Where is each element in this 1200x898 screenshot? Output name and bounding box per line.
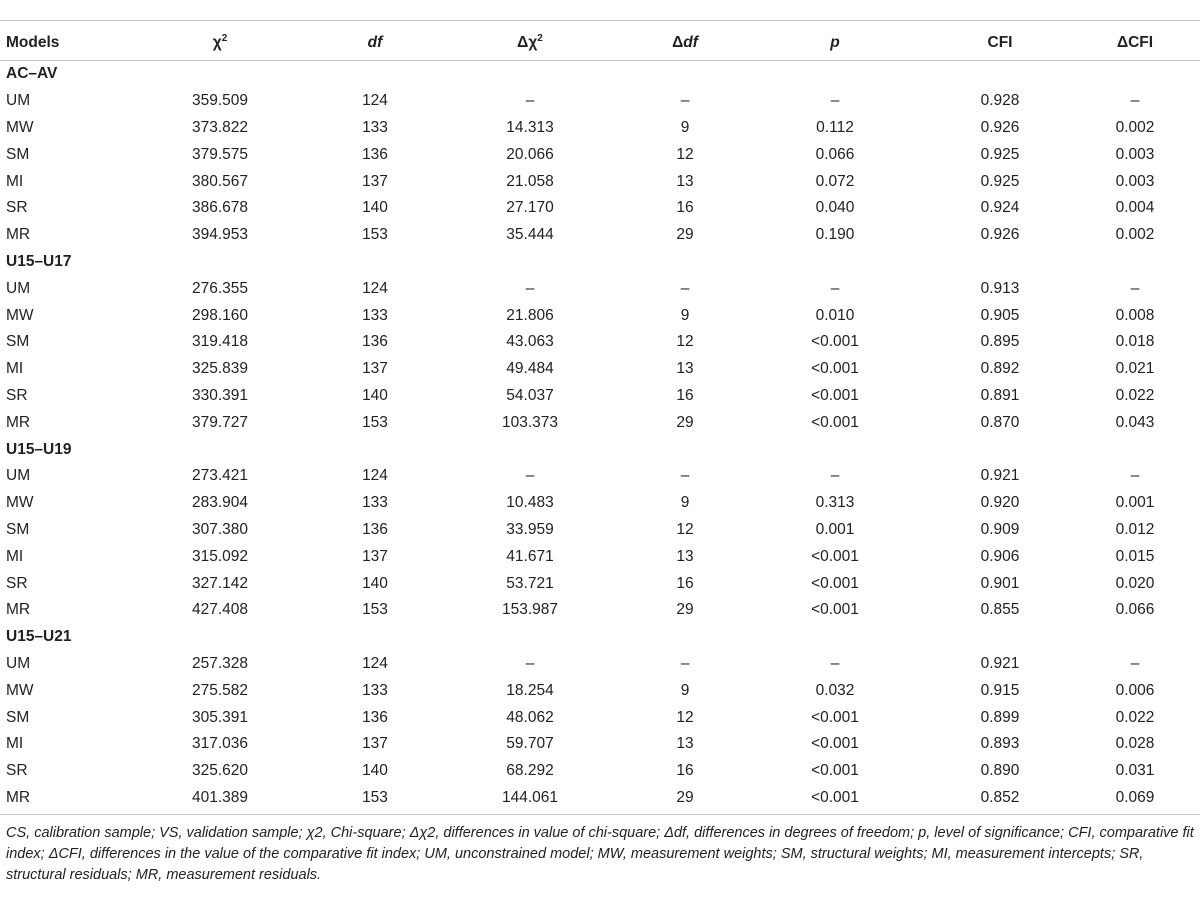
header-delta-df [630,26,740,61]
cell-cfi: 0.905 [980,306,1020,324]
group-row [0,249,1200,276]
cell-p: <0.001 [811,413,859,431]
cell-chi2: 330.391 [191,386,249,404]
cell-model: MR [6,601,31,619]
empty-cell [630,624,740,651]
table-top-rule [0,20,1200,21]
cell-model: UM [6,467,31,485]
cell-model: MI [6,172,24,190]
cell-chi2: 275.582 [191,681,249,699]
table-row [0,597,1200,624]
cell-df: 136 [362,708,388,726]
cell-df: 137 [362,547,388,565]
cell-cfi: 0.909 [980,520,1020,538]
table-bottom-rule [0,814,1200,815]
cell-ddf: – [680,654,690,672]
cell-ddf: 13 [676,172,694,190]
empty-cell [740,624,930,651]
table-row [0,115,1200,142]
empty-cell [1070,436,1200,463]
header-chi2-symbol: χ [212,34,222,51]
header-delta-cfi: ΔCFI [1116,34,1154,51]
cell-p: 0.313 [815,494,855,512]
cell-p: <0.001 [811,762,859,780]
cell-df: 124 [362,467,388,485]
empty-cell [630,249,740,276]
cell-cfi: 0.915 [980,681,1020,699]
cell-chi2: 394.953 [191,226,249,244]
cell-dchi2: 59.707 [506,735,554,753]
cell-model: MI [6,735,24,753]
cell-dchi2: 68.292 [506,762,554,780]
cell-ddf: – [680,467,690,485]
empty-cell [1070,624,1200,651]
cell-dcfi: 0.043 [1115,413,1155,431]
cell-ddf: 13 [676,360,694,378]
cell-p: <0.001 [811,547,859,565]
cell-cfi: 0.928 [980,92,1020,110]
cell-p: <0.001 [811,708,859,726]
cell-chi2: 298.160 [191,306,249,324]
cell-dchi2: 10.483 [506,494,554,512]
cell-dcfi: 0.066 [1115,601,1155,619]
cell-chi2: 305.391 [191,708,249,726]
cell-p: <0.001 [811,601,859,619]
cell-model: SR [6,199,28,217]
cell-df: 133 [362,681,388,699]
group-label: U15–U19 [6,440,72,458]
cell-df: 124 [362,279,388,297]
cell-dcfi: 0.003 [1115,172,1155,190]
cell-dchi2: 41.671 [506,547,554,565]
cell-dcfi: 0.015 [1115,547,1155,565]
cell-chi2: 315.092 [191,547,249,565]
cell-model: MR [6,226,31,244]
empty-cell [320,61,430,88]
header-p: p [830,34,840,51]
cell-p: 0.032 [815,681,855,699]
cell-cfi: 0.926 [980,226,1020,244]
cell-model: SR [6,386,28,404]
cell-chi2: 427.408 [191,601,249,619]
cell-ddf: 29 [676,601,694,619]
cell-dchi2: 18.254 [506,681,554,699]
cell-chi2: 317.036 [191,735,249,753]
cell-chi2: 307.380 [191,520,249,538]
cell-dcfi: 0.020 [1115,574,1155,592]
cell-dchi2: 14.313 [506,118,554,136]
cell-chi2: 386.678 [191,199,249,217]
group-label: U15–U21 [6,628,72,646]
cell-p: <0.001 [811,788,859,806]
table-row [0,356,1200,383]
table-row [0,543,1200,570]
cell-dcfi: 0.004 [1115,199,1155,217]
cell-chi2: 319.418 [191,333,249,351]
table-row [0,88,1200,115]
cell-model: MW [6,681,34,699]
cell-p: 0.001 [815,520,855,538]
cell-ddf: 29 [676,413,694,431]
cell-dchi2: – [525,467,535,485]
cell-chi2: 401.389 [191,788,249,806]
cell-df: 137 [362,360,388,378]
cell-model: SM [6,333,30,351]
cell-df: 153 [362,788,388,806]
cell-cfi: 0.920 [980,494,1020,512]
cell-dchi2: 43.063 [506,333,554,351]
cell-cfi: 0.924 [980,199,1020,217]
table-body [0,61,1200,812]
cell-model: UM [6,654,31,672]
cell-df: 140 [362,199,388,217]
cell-ddf: – [680,92,690,110]
cell-p: – [830,92,840,110]
cell-dchi2: 21.058 [506,172,554,190]
cell-cfi: 0.870 [980,413,1020,431]
table-row [0,222,1200,249]
cell-model: UM [6,92,31,110]
cell-ddf: 12 [676,145,694,163]
header-delta-chi2-superscript: 2 [537,32,543,44]
table-row [0,275,1200,302]
cell-dcfi: – [1130,467,1140,485]
cell-ddf: 13 [676,547,694,565]
cell-cfi: 0.895 [980,333,1020,351]
cell-dcfi: 0.001 [1115,494,1155,512]
cell-df: 140 [362,386,388,404]
cell-dchi2: – [525,654,535,672]
cell-dchi2: 103.373 [501,413,559,431]
cell-dchi2: 144.061 [501,788,559,806]
cell-df: 140 [362,762,388,780]
table-row [0,731,1200,758]
empty-cell [320,249,430,276]
empty-cell [930,624,1070,651]
cell-df: 124 [362,654,388,672]
table-header [0,26,1200,61]
cell-model: SM [6,708,30,726]
cell-cfi: 0.893 [980,735,1020,753]
cell-dcfi: – [1130,654,1140,672]
cell-ddf: 16 [676,762,694,780]
cell-cfi: 0.921 [980,467,1020,485]
cell-ddf: 9 [680,494,690,512]
cell-ddf: – [680,279,690,297]
cell-cfi: 0.926 [980,118,1020,136]
cell-model: MI [6,360,24,378]
cell-ddf: 29 [676,788,694,806]
cell-model: MI [6,547,24,565]
cell-chi2: 273.421 [191,467,249,485]
cell-df: 140 [362,574,388,592]
cell-dchi2: 27.170 [506,199,554,217]
cell-dchi2: 54.037 [506,386,554,404]
cell-dchi2: 33.959 [506,520,554,538]
cell-dcfi: 0.069 [1115,788,1155,806]
empty-cell [120,61,320,88]
cell-model: UM [6,279,31,297]
table-row [0,490,1200,517]
cell-p: – [830,467,840,485]
cell-dcfi: 0.021 [1115,360,1155,378]
empty-cell [320,436,430,463]
cell-p: 0.072 [815,172,855,190]
cell-dchi2: 35.444 [506,226,554,244]
cell-df: 153 [362,226,388,244]
cell-p: 0.010 [815,306,855,324]
cell-dcfi: 0.003 [1115,145,1155,163]
cell-chi2: 327.142 [191,574,249,592]
header-cfi: CFI [987,34,1013,51]
cell-model: MW [6,306,34,324]
cell-ddf: 9 [680,118,690,136]
table-row [0,758,1200,785]
cell-p: – [830,654,840,672]
cell-chi2: 359.509 [191,92,249,110]
empty-cell [120,249,320,276]
cell-dchi2: – [525,92,535,110]
cell-dcfi: 0.022 [1115,386,1155,404]
cell-dchi2: 20.066 [506,145,554,163]
cell-p: <0.001 [811,333,859,351]
cell-cfi: 0.890 [980,762,1020,780]
table-row [0,195,1200,222]
cell-ddf: 29 [676,226,694,244]
cell-p: <0.001 [811,360,859,378]
header-chi2 [120,26,320,61]
table-row [0,677,1200,704]
cell-df: 153 [362,601,388,619]
cell-p: – [830,279,840,297]
table-row [0,383,1200,410]
empty-cell [320,624,430,651]
cell-chi2: 379.727 [191,413,249,431]
empty-cell [430,249,630,276]
cell-model: SR [6,762,28,780]
cell-dcfi: 0.031 [1115,762,1155,780]
cell-cfi: 0.852 [980,788,1020,806]
cell-p: 0.040 [815,199,855,217]
cell-cfi: 0.921 [980,654,1020,672]
cell-p: <0.001 [811,386,859,404]
cell-dchi2: 49.484 [506,360,554,378]
cell-dchi2: 48.062 [506,708,554,726]
cell-cfi: 0.899 [980,708,1020,726]
cell-chi2: 373.822 [191,118,249,136]
cell-df: 133 [362,494,388,512]
header-delta-chi2 [430,26,630,61]
table-row [0,409,1200,436]
cell-model: MR [6,788,31,806]
header-models: Models [6,34,60,51]
fit-indices-table [0,26,1200,811]
cell-dcfi: 0.008 [1115,306,1155,324]
cell-ddf: 9 [680,306,690,324]
cell-dcfi: 0.002 [1115,118,1155,136]
cell-model: MR [6,413,31,431]
cell-chi2: 257.328 [191,654,249,672]
cell-model: SR [6,574,28,592]
cell-dchi2: 21.806 [506,306,554,324]
table-row [0,704,1200,731]
cell-df: 124 [362,92,388,110]
table-footnote: CS, calibration sample; VS, validation sample; χ2, Chi-square; Δχ2, differences in value of chi-square; Δdf, differences in degrees of freedom; p, level of significance; CFI, comparative fit index; ΔCFI, differences in the value of the comparative fit index; UM, unconstrained model; MW, measurement weights; SM, structural weights; MI, measurement intercepts; SR, structural residuals; MR, measurement residuals. [6,825,1194,883]
empty-cell [1070,249,1200,276]
cell-df: 153 [362,413,388,431]
empty-cell [740,436,930,463]
group-row [0,61,1200,88]
cell-dchi2: 53.721 [506,574,554,592]
header-df: df [367,34,383,51]
header-delta-df-prefix: Δ [672,34,684,51]
cell-cfi: 0.925 [980,172,1020,190]
cell-model: MW [6,494,34,512]
empty-cell [120,624,320,651]
group-row [0,624,1200,651]
empty-cell [630,436,740,463]
cell-df: 137 [362,735,388,753]
cell-cfi: 0.855 [980,601,1020,619]
table-row [0,168,1200,195]
table-row [0,141,1200,168]
cell-chi2: 325.620 [191,762,249,780]
header-delta-df-label: df [683,34,698,51]
table-row [0,517,1200,544]
cell-dcfi: – [1130,92,1140,110]
cell-dchi2: 153.987 [501,601,559,619]
cell-dchi2: – [525,279,535,297]
header-delta-chi2-symbol: Δχ [517,34,538,51]
cell-p: <0.001 [811,735,859,753]
cell-df: 136 [362,333,388,351]
empty-cell [930,249,1070,276]
cell-cfi: 0.891 [980,386,1020,404]
empty-cell [120,436,320,463]
cell-model: SM [6,520,30,538]
cell-dcfi: 0.002 [1115,226,1155,244]
cell-cfi: 0.925 [980,145,1020,163]
cell-ddf: 13 [676,735,694,753]
cell-ddf: 9 [680,681,690,699]
empty-cell [430,624,630,651]
cell-model: SM [6,145,30,163]
cell-model: MW [6,118,34,136]
cell-cfi: 0.901 [980,574,1020,592]
cell-p: 0.190 [815,226,855,244]
table-row [0,570,1200,597]
table-row [0,463,1200,490]
cell-chi2: 325.839 [191,360,249,378]
cell-dcfi: 0.012 [1115,520,1155,538]
empty-cell [630,61,740,88]
cell-chi2: 380.567 [191,172,249,190]
empty-cell [740,61,930,88]
cell-ddf: 16 [676,199,694,217]
empty-cell [930,61,1070,88]
empty-cell [430,61,630,88]
cell-dcfi: 0.018 [1115,333,1155,351]
cell-df: 133 [362,306,388,324]
table-row [0,329,1200,356]
cell-ddf: 12 [676,520,694,538]
cell-df: 136 [362,145,388,163]
cell-dcfi: 0.028 [1115,735,1155,753]
cell-cfi: 0.892 [980,360,1020,378]
cell-df: 133 [362,118,388,136]
cell-dcfi: 0.022 [1115,708,1155,726]
cell-chi2: 283.904 [191,494,249,512]
cell-cfi: 0.913 [980,279,1020,297]
header-chi2-superscript: 2 [221,32,228,44]
cell-ddf: 12 [676,333,694,351]
cell-dcfi: 0.006 [1115,681,1155,699]
cell-df: 137 [362,172,388,190]
cell-df: 136 [362,520,388,538]
table-row [0,785,1200,812]
empty-cell [740,249,930,276]
cell-p: 0.112 [816,118,854,136]
table-row [0,651,1200,678]
cell-chi2: 276.355 [191,279,249,297]
group-row [0,436,1200,463]
cell-ddf: 16 [676,574,694,592]
cell-p: <0.001 [811,574,859,592]
group-label: AC–AV [6,65,58,83]
cell-dcfi: – [1130,279,1140,297]
header-row [0,26,1200,61]
cell-p: 0.066 [815,145,855,163]
cell-chi2: 379.575 [191,145,249,163]
empty-cell [930,436,1070,463]
table-row [0,302,1200,329]
cell-ddf: 12 [676,708,694,726]
empty-cell [430,436,630,463]
group-label: U15–U17 [6,252,72,270]
empty-cell [1070,61,1200,88]
cell-ddf: 16 [676,386,694,404]
cell-cfi: 0.906 [980,547,1020,565]
